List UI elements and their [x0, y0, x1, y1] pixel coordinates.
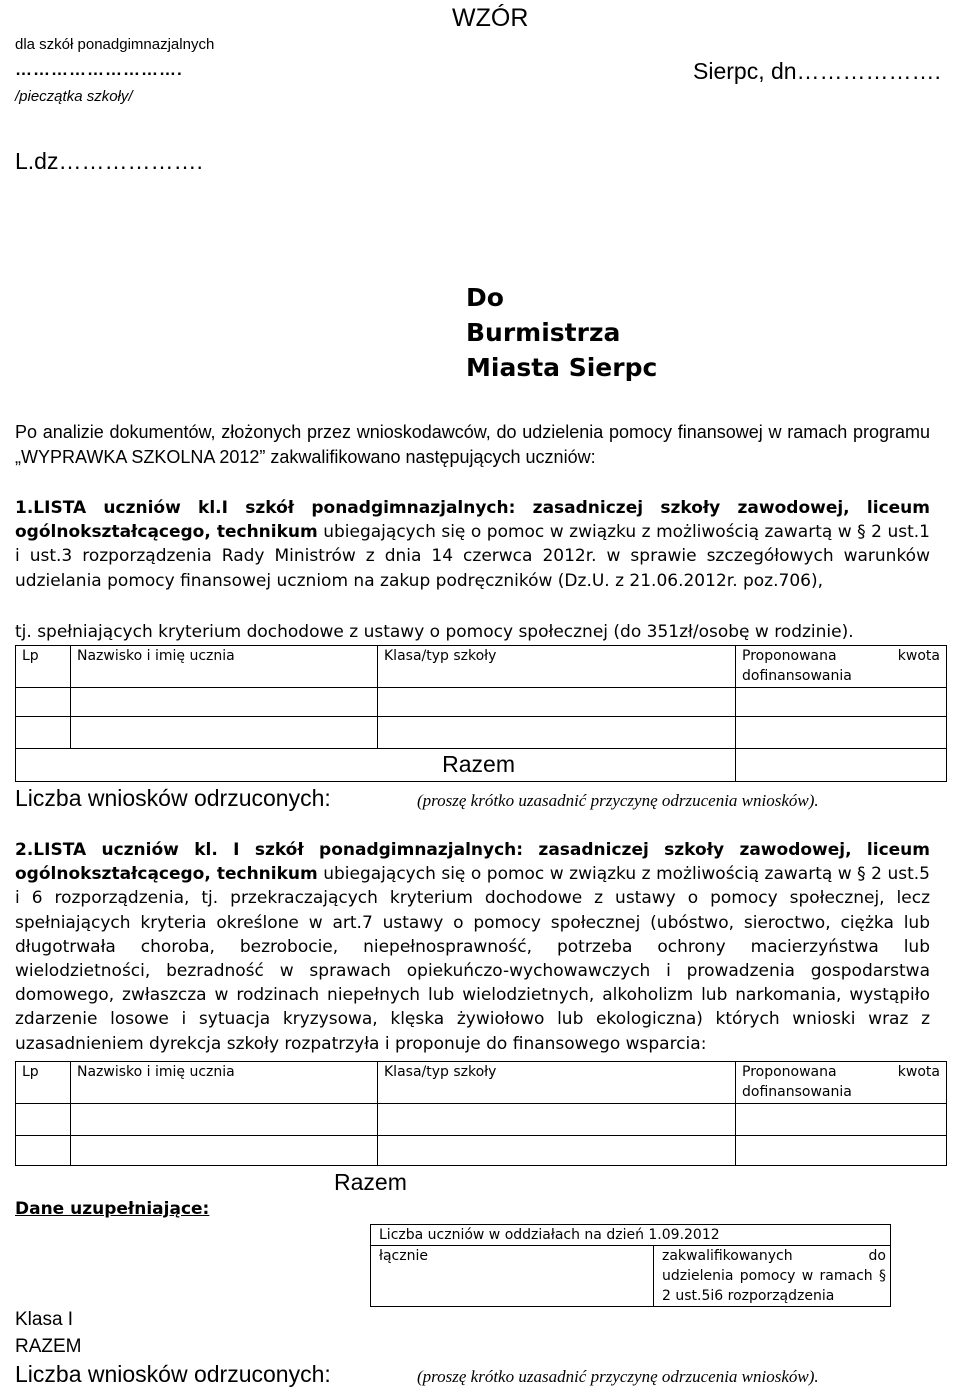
students-table-2 — [15, 1061, 947, 1166]
stamp-label: /pieczątka szkoły/ — [15, 88, 133, 105]
cell[interactable] — [16, 688, 71, 717]
table-row — [16, 1136, 947, 1166]
section-2-paragraph — [15, 838, 930, 1056]
header-amount — [736, 1062, 947, 1104]
header-amount-word: kwota — [897, 1064, 940, 1080]
template-label: WZÓR — [452, 4, 529, 32]
section-1-paragraph — [15, 496, 930, 593]
supplementary-table — [370, 1224, 891, 1307]
cell[interactable] — [71, 1136, 378, 1166]
cell[interactable] — [378, 1136, 736, 1166]
section-2-heading: 2.LISTA uczniów kl. I szkół ponadgimnazjalnych: zasadniczej szkoły zawodowej, liceum ogólnokształcącego, technikum — [15, 840, 930, 885]
rejected-1-label: Liczba wniosków odrzuconych: — [15, 785, 331, 811]
table-1-header-row — [16, 646, 947, 688]
cell[interactable] — [378, 1104, 736, 1136]
rejected-2-label: Liczba wniosków odrzuconych: — [15, 1361, 331, 1387]
cell[interactable] — [736, 1104, 947, 1136]
header-class: Klasa/typ szkoły — [378, 646, 736, 688]
header-proposed: Proponowana — [742, 1064, 837, 1080]
table-1-total-label: Razem — [16, 749, 736, 782]
cell[interactable] — [71, 717, 378, 749]
place-date: Sierpc, dn………………. — [693, 58, 941, 84]
table-row — [16, 1104, 947, 1136]
stamp-dots: ………………………. — [15, 60, 183, 79]
cell[interactable] — [378, 688, 736, 717]
header-amount — [736, 646, 947, 688]
table-1-total-row — [16, 749, 947, 782]
qualified-text: zakwalifikowanych do udzielenia pomocy w ramach § 2 ust.5i6 rozporządzenia — [654, 1246, 891, 1307]
section-1-heading: 1.LISTA uczniów kl.I szkół ponadgimnazjalnych: zasadniczej szkoły zawodowej, liceum ogólnokształcącego, technikum — [15, 498, 930, 543]
cell[interactable] — [736, 1136, 947, 1166]
section-2-body: ubiegających się o pomoc w związku z możliwością zawartą w § 2 ust.5 i 6 rozporządzenia, tj. przekraczających kryterium dochodowe z ustawy o pomocy społecznej, lecz spełniających kryteria określone w art.7 ustawy o pomocy społecznej (ubóstwo, sieroctwo, ciężka lub długotrwała choroba, bezrobocie, niepełnosprawność, potrzeba ochrony macierzyństwa lub wielodzietności, bezradność w sprawach opiekuńczo-wychowawczych i prowadzenia gospodarstwa domowego, zwłaszcza w rodzinach niepełnych lub wielodzietnych, alkoholizm lub narkomania, wystąpiło zdarzenie losowe i sytuacja kryzysowa, klęska żywiołowo lub ekologiczna) których wnioski wraz z uzasadnieniem dyrekcja szkoły rozpatrzyła i proponuje do finansowego wsparcia: — [15, 864, 930, 1054]
supplementary-title: Dane uzupełniające: — [15, 1199, 210, 1219]
header-name: Nazwisko i imię ucznia — [71, 646, 378, 688]
header-lp: Lp — [16, 1062, 71, 1104]
cell[interactable] — [736, 717, 947, 749]
table-2-total-label: Razem — [334, 1169, 407, 1195]
sum-label: RAZEM — [15, 1336, 82, 1357]
section-1-body: ubiegających się o pomoc w związku z możliwością zawartą w § 2 ust.1 i ust.3 rozporządzenia Rady Ministrów z dnia 14 czerwca 2012r. w sprawie szczegółowych warunków udzielania pomocy finansowej uczniom na zakup podręczników (Dz.U. z 21.06.2012r. poz.706), — [15, 522, 930, 591]
addressee-line-3: Miasta Sierpc — [466, 353, 658, 382]
addressee-line-1: Do — [466, 283, 504, 312]
header-amount-word: kwota — [897, 648, 940, 664]
table-1-total-value[interactable] — [736, 749, 947, 782]
header-name: Nazwisko i imię ucznia — [71, 1062, 378, 1104]
header-funding: dofinansowania — [742, 1084, 852, 1100]
rejected-1-note: (proszę krótko uzasadnić przyczynę odrzucenia wniosków). — [417, 791, 819, 810]
header-lp: Lp — [16, 646, 71, 688]
reference-number: L.dz………………. — [15, 148, 203, 174]
cell[interactable] — [71, 1104, 378, 1136]
cell[interactable] — [378, 717, 736, 749]
header-class: Klasa/typ szkoły — [378, 1062, 736, 1104]
supplementary-row — [371, 1246, 891, 1307]
cell[interactable] — [16, 717, 71, 749]
table-2-header-row — [16, 1062, 947, 1104]
total-word: łącznie — [371, 1246, 654, 1307]
class-label: Klasa I — [15, 1309, 74, 1330]
header-proposed: Proponowana — [742, 648, 837, 664]
school-type-label: dla szkół ponadgimnazjalnych — [15, 36, 215, 53]
cell[interactable] — [736, 688, 947, 717]
addressee-line-2: Burmistrza — [466, 318, 621, 347]
section-1-criteria: tj. spełniających kryterium dochodowe z ustawy o pomocy społecznej (do 351zł/osobę w rodzinie). — [15, 622, 854, 642]
students-table-1 — [15, 645, 947, 782]
table-row — [16, 717, 947, 749]
rejected-2-note: (proszę krótko uzasadnić przyczynę odrzucenia wniosków). — [417, 1367, 819, 1386]
header-funding: dofinansowania — [742, 668, 852, 684]
table-row — [16, 688, 947, 717]
cell[interactable] — [16, 1104, 71, 1136]
supplementary-header-row — [371, 1225, 891, 1246]
students-count-header: Liczba uczniów w oddziałach na dzień 1.09.2012 — [371, 1225, 891, 1246]
cell[interactable] — [71, 688, 378, 717]
intro-paragraph: Po analizie dokumentów, złożonych przez wnioskodawców, do udzielenia pomocy finansowej w ramach programu „WYPRAWKA SZKOLNA 2012” zakwalifikowano następujących uczniów: — [15, 422, 930, 467]
cell[interactable] — [16, 1136, 71, 1166]
addressee-block — [466, 280, 657, 385]
